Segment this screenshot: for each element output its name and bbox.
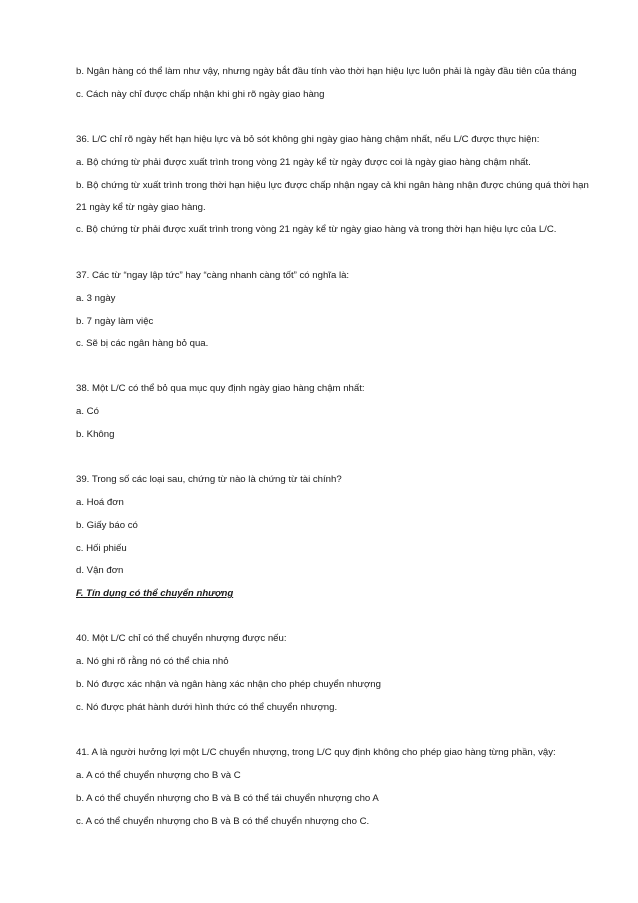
option-text: a. 3 ngày: [76, 293, 116, 304]
option-text: c. Cách này chỉ được chấp nhận khi ghi rõ ngày giao hàng: [76, 89, 325, 100]
option-text: b. Nó được xác nhận và ngân hàng xác nhận cho phép chuyển nhượng: [76, 679, 381, 690]
option-text: d. Vận đơn: [76, 565, 124, 576]
option-text: a. Có: [76, 406, 99, 417]
question-37: 37. Các từ “ngay lập tức” hay “càng nhanh càng tốt” có nghĩa là:: [76, 270, 350, 281]
question-40: 40. Một L/C chỉ có thể chuyển nhượng được nếu:: [76, 633, 287, 644]
question-41: 41. A là người hưởng lợi một L/C chuyển nhượng, trong L/C quy định không cho phép giao hàng từng phần, vậy:: [76, 747, 556, 758]
option-text: a. A có thể chuyển nhượng cho B và C: [76, 770, 241, 781]
option-text: b. A có thể chuyển nhượng cho B và B có thể tái chuyển nhượng cho A: [76, 793, 379, 804]
option-text: c. A có thể chuyển nhượng cho B và B có thể chuyển nhượng cho C.: [76, 816, 370, 827]
option-text: a. Hoá đơn: [76, 497, 124, 508]
option-text: c. Nó được phát hành dưới hình thức có thể chuyển nhượng.: [76, 702, 338, 713]
option-text: a. Bộ chứng từ phải được xuất trình trong vòng 21 ngày kể từ ngày được coi là ngày giao hàng chậm nhất.: [76, 157, 531, 168]
question-38: 38. Một L/C có thể bỏ qua mục quy định ngày giao hàng chậm nhất:: [76, 383, 365, 394]
question-39: 39. Trong số các loại sau, chứng từ nào là chứng từ tài chính?: [76, 474, 342, 485]
option-text: c. Bộ chứng từ phải được xuất trình trong vòng 21 ngày kể từ ngày giao hàng và trong thời hạn hiệu lực của L/C.: [76, 224, 557, 235]
question-36: 36. L/C chỉ rõ ngày hết hạn hiệu lực và bỏ sót không ghi ngày giao hàng chậm nhất, nếu L/C được thực hiện:: [76, 134, 540, 145]
option-text: b. Giấy báo có: [76, 520, 138, 531]
option-text: a. Nó ghi rõ rằng nó có thể chia nhỏ: [76, 656, 229, 667]
section-heading: F. Tín dụng có thể chuyển nhượng: [76, 588, 234, 599]
option-text: b. Không: [76, 429, 115, 440]
option-text: b. Bộ chứng từ xuất trình trong thời hạn hiệu lực được chấp nhận ngay cả khi ngân hàng nhận được chúng quá thời hạn: [76, 180, 589, 191]
option-text: b. 7 ngày làm việc: [76, 316, 154, 327]
option-text: c. Hối phiếu: [76, 543, 127, 554]
option-text: b. Ngân hàng có thể làm như vậy, nhưng ngày bắt đầu tính vào thời hạn hiệu lực luôn phải là ngày đầu tiên của tháng: [76, 66, 577, 77]
option-text-continuation: 21 ngày kể từ ngày giao hàng.: [76, 202, 206, 213]
option-text: c. Sẽ bị các ngân hàng bỏ qua.: [76, 338, 209, 349]
